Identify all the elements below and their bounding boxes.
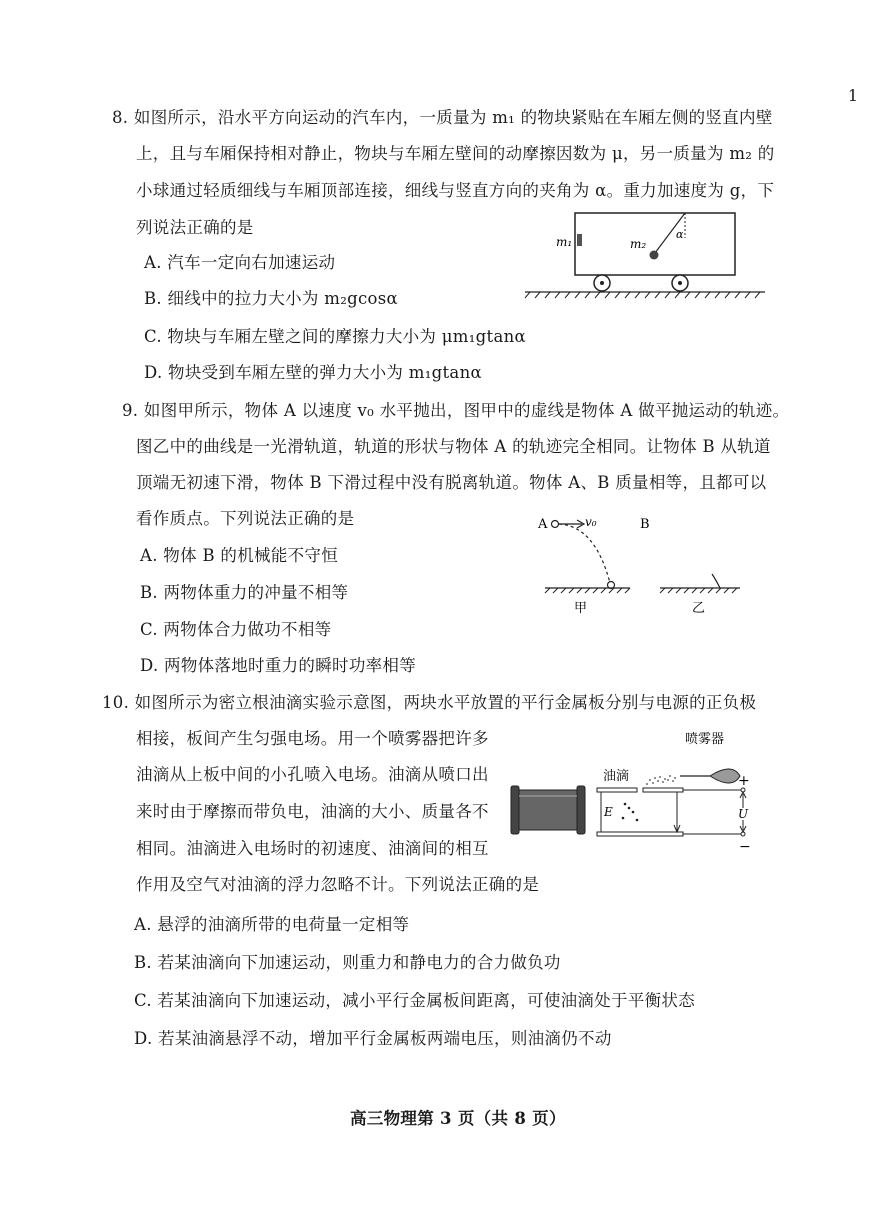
q10-stem-line-6: 作用及空气对油滴的浮力忽略不计。下列说法正确的是 [136, 875, 540, 894]
q9-option-d: D. 两物体落地时重力的瞬时功率相等 [140, 656, 417, 675]
q9-stem-line-2: 图乙中的曲线是一光滑轨道，轨道的形状与物体 A 的轨迹完全相同。让物体 B 从轨道 [136, 437, 771, 456]
q8-m2-label: m₂ [630, 237, 647, 251]
q8-option-d: D. 物块受到车厢左壁的弹力大小为 m₁gtanα [144, 363, 482, 382]
q10-plus-label: + [738, 773, 750, 789]
q9-option-b: B. 两物体重力的冲量不相等 [140, 583, 349, 602]
q8-stem-line-3: 小球通过轻质细线与车厢顶部连接，细线与竖直方向的夹角为 α。重力加速度为 g，下 [136, 181, 775, 200]
q8-alpha-label: α [676, 228, 684, 241]
q10-stem-line-4: 来时由于摩擦而带负电，油滴的大小、质量各不 [136, 802, 489, 821]
q10-stem-line-5: 相同。油滴进入电场时的初速度、油滴间的相互 [136, 839, 489, 858]
q10-stem-line-3: 油滴从上板中间的小孔喷入电场。油滴从喷口出 [136, 765, 489, 784]
q9-option-c: C. 两物体合力做功不相等 [140, 620, 332, 639]
q8-m1-label: m₁ [556, 235, 573, 249]
q9-stem-line-1: 9. 如图甲所示，物体 A 以速度 v₀ 水平抛出，图甲中的虚线是物体 A 做平抛运动的轨迹。 [122, 401, 790, 420]
q8-option-c: C. 物块与车厢左壁之间的摩擦力大小为 μm₁gtanα [144, 327, 526, 346]
q9-option-a: A. 物体 B 的机械能不守恒 [140, 546, 339, 565]
q9-a-label: A [538, 517, 548, 532]
q10-millikan-figure [505, 728, 765, 858]
q8-option-b: B. 细线中的拉力大小为 m₂gcosα [144, 289, 398, 308]
q9-yi-label: 乙 [692, 601, 706, 616]
q10-oil-label: 油滴 [603, 769, 630, 784]
q8-option-a: A. 汽车一定向右加速运动 [144, 253, 336, 272]
q9-stem-line-4: 看作质点。下列说法正确的是 [136, 509, 355, 528]
q10-option-d: D. 若某油滴悬浮不动，增加平行金属板两端电压，则油滴仍不动 [134, 1029, 612, 1048]
page-footer: 高三物理第 3 页（共 8 页） [350, 1109, 566, 1128]
q10-stem-line-2: 相接，板间产生匀强电场。用一个喷雾器把许多 [136, 729, 489, 748]
q10-e-label: E [604, 805, 613, 819]
q9-v0-label: v₀ [585, 515, 597, 529]
q10-option-c: C. 若某油滴向下加速运动，减小平行金属板间距离，可使油滴处于平衡状态 [134, 991, 696, 1010]
q10-minus-label: − [739, 839, 751, 855]
corner-mark: 1 [847, 86, 858, 105]
q9-b-label: B [640, 517, 650, 532]
q10-u-label: U [738, 807, 749, 821]
q9-jia-label: 甲 [574, 601, 588, 616]
q9-projectile-figure [530, 508, 750, 618]
q8-stem-line-1: 8. 如图所示，沿水平方向运动的汽车内，一质量为 m₁ 的物块紧贴在车厢左侧的竖直内壁 [112, 108, 773, 127]
q8-stem-line-2: 上，且与车厢保持相对静止，物块与车厢左壁间的动摩擦因数为 μ，另一质量为 m₂ 的 [136, 144, 775, 163]
q10-sprayer-label: 喷雾器 [685, 732, 725, 747]
q8-stem-line-4: 列说法正确的是 [136, 218, 254, 237]
q8-car-figure [520, 208, 770, 303]
q10-option-b: B. 若某油滴向下加速运动，则重力和静电力的合力做负功 [134, 953, 561, 972]
q10-stem-line-1: 10. 如图所示为密立根油滴实验示意图，两块水平放置的平行金属板分别与电源的正负极 [102, 693, 757, 712]
q9-stem-line-3: 顶端无初速下滑，物体 B 下滑过程中没有脱离轨道。物体 A、B 质量相等，且都可以 [136, 473, 767, 492]
q10-option-a: A. 悬浮的油滴所带的电荷量一定相等 [134, 915, 410, 934]
